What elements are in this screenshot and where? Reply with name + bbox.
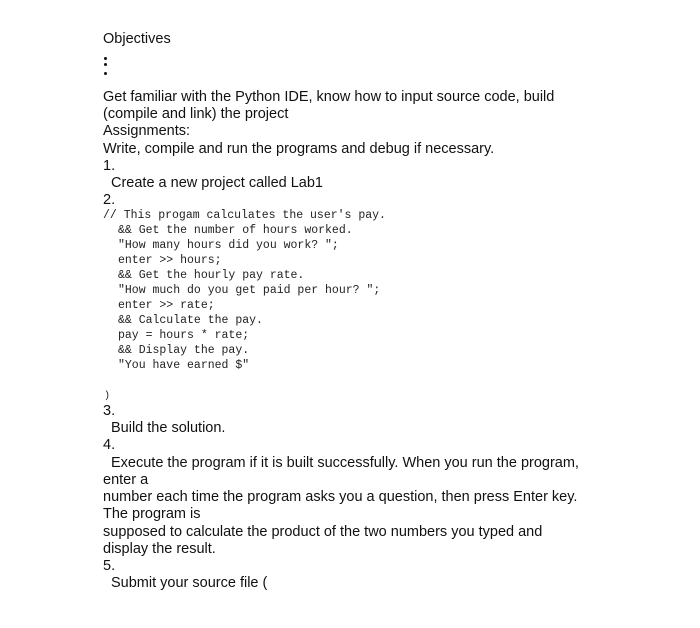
code-line: && Get the number of hours worked.	[118, 224, 353, 237]
step-number: 4.	[103, 437, 116, 453]
step-number: 5.	[103, 558, 116, 574]
code-line: enter >> hours;	[118, 254, 222, 267]
step-text: Create a new project called Lab1	[111, 175, 323, 191]
code-line: && Get the hourly pay rate.	[118, 269, 305, 282]
code-line: "You have earned $"	[118, 359, 250, 372]
step-text: enter a	[103, 472, 149, 488]
step-number: 2.	[103, 192, 116, 208]
code-line: enter >> rate;	[118, 299, 215, 312]
code-line: && Calculate the pay.	[118, 314, 263, 327]
step-number: 3.	[103, 403, 116, 419]
code-line: pay = hours * rate;	[118, 329, 250, 342]
code-line: "How many hours did you work? ";	[118, 239, 339, 252]
step-text: display the result.	[103, 541, 216, 557]
intro-line: Get familiar with the Python IDE, know how to input source code, build	[103, 89, 555, 105]
section-heading: Objectives	[103, 31, 171, 47]
bullet-dot	[104, 63, 107, 66]
step-text: Build the solution.	[111, 420, 226, 436]
step-text: number each time the program asks you a question, then press Enter key.	[103, 489, 578, 505]
intro-line: (compile and link) the project	[103, 106, 289, 122]
code-line: "How much do you get paid per hour? ";	[118, 284, 381, 297]
assignments-text: Write, compile and run the programs and debug if necessary.	[103, 141, 495, 157]
code-line: // This progam calculates the user's pay.	[103, 209, 386, 222]
step-text: The program is	[103, 506, 201, 522]
code-closing: )	[104, 391, 111, 402]
step-number: 1.	[103, 158, 116, 174]
assignments-label: Assignments:	[103, 123, 191, 139]
step-text: supposed to calculate the product of the two numbers you typed and	[103, 524, 543, 540]
step-text: Execute the program if it is built successfully. When you run the program,	[111, 455, 579, 471]
bullet-dot	[104, 57, 107, 60]
bullet-dot	[104, 72, 107, 75]
code-line: && Display the pay.	[118, 344, 250, 357]
step-text: Submit your source file (	[111, 575, 268, 591]
